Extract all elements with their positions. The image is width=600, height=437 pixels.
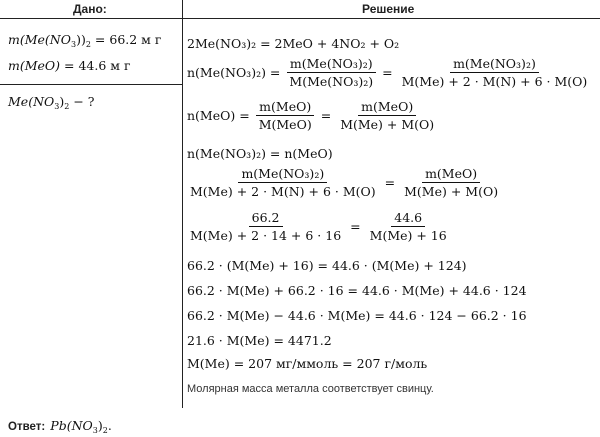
given-nitrate-mass: $m(Me(NO_3))_2 = 66.2$ м г — [8, 32, 162, 49]
fraction: $\frac{\text{m(Me(NO₃)₂)}}{\text{M(Me(NO₃)₂)}}$ — [286, 56, 376, 89]
fraction: $\frac{\text{m(MeO)}}{\text{M(MeO)}}$ — [256, 99, 315, 132]
answer-label: Ответ: — [8, 421, 46, 433]
fraction: $\frac{\text{m(MeO)}}{M(Me) + M(O)}$ — [340, 99, 435, 132]
fraction: $\frac{66.2}{M(Me) + 2 \cdot 14 + 6 \cdot 16}$ — [190, 210, 342, 243]
given-bottom-rule — [0, 84, 182, 85]
given-header-rule — [0, 18, 182, 19]
step-4: 21.6 · M(Me) = 4471.2 — [187, 333, 332, 348]
fraction: $\frac{\text{m(Me(NO₃)₂)}}{M(Me) + 2 \cdot M(N) + 6 \cdot M(O)}$ — [190, 166, 376, 199]
oxide-amount-formula: n(MeO) = $\frac{\text{m(MeO)}}{\text{M(MeO)}}$ = $\frac{\text{m(MeO)}}{M(Me) + M(O)}$ — [187, 99, 437, 132]
fraction: $\frac{\text{m(Me(NO₃)₂)}}{M(Me) + 2 \cdot M(N) + 6 \cdot M(O)}$ — [401, 56, 588, 89]
nitrate-amount-formula: n(Me(NO₃)₂) = $\frac{\text{m(Me(NO₃)₂)}}{\text{M(Me(NO₃)₂)}}$ = $\frac{\text{m(Me(NO₃)₂)}}{M(Me) + 2 \cdot M(N) + 6 \cdot M(O)}$ — [187, 56, 590, 89]
numeric-ratio-equation: $\frac{66.2}{M(Me) + 2 \cdot 14 + 6 \cdot 16}$ = $\frac{44.6}{M(Me) + 16}$ — [187, 210, 450, 243]
given-oxide-mass: m(MeO) = 44.6 м г — [8, 58, 131, 73]
fraction: $\frac{44.6}{M(Me) + 16}$ — [369, 210, 447, 243]
find-quantity: $Me(NO_3)_2$ − ? — [8, 94, 95, 111]
answer-formula: $Pb(NO_3)_2$. — [50, 418, 112, 435]
fraction: $\frac{\text{m(MeO)}}{M(Me) + M(O)}$ — [404, 166, 499, 199]
table-vertical-divider — [182, 0, 183, 408]
mass-ratio-equation: $\frac{\text{m(Me(NO₃)₂)}}{M(Me) + 2 \cdot M(N) + 6 \cdot M(O)}$ = $\frac{\text{m(MeO)}}{M(Me) + M(O)}$ — [187, 166, 501, 199]
step-3: 66.2 · M(Me) − 44.6 · M(Me) = 44.6 · 124 − 66.2 · 16 — [187, 308, 527, 323]
answer-line — [8, 415, 112, 435]
reaction-equation: 2Me(NO₃)₂ = 2MeO + 4NO₂ + O₂ — [187, 36, 400, 51]
given-header: Дано: — [73, 2, 107, 16]
solution-header-rule — [182, 18, 600, 19]
step-5-result: M(Me) = 207 мг/ммоль = 207 г/моль — [187, 356, 428, 371]
step-2: 66.2 · M(Me) + 66.2 · 16 = 44.6 · M(Me) + 44.6 · 124 — [187, 283, 527, 298]
conclusion-text: Молярная масса металла соответствует свинцу. — [187, 383, 434, 395]
amounts-equality: n(Me(NO₃)₂) = n(MeO) — [187, 146, 333, 161]
step-1: 66.2 · (M(Me) + 16) = 44.6 · (M(Me) + 124) — [187, 258, 467, 273]
solution-header: Решение — [362, 2, 415, 16]
